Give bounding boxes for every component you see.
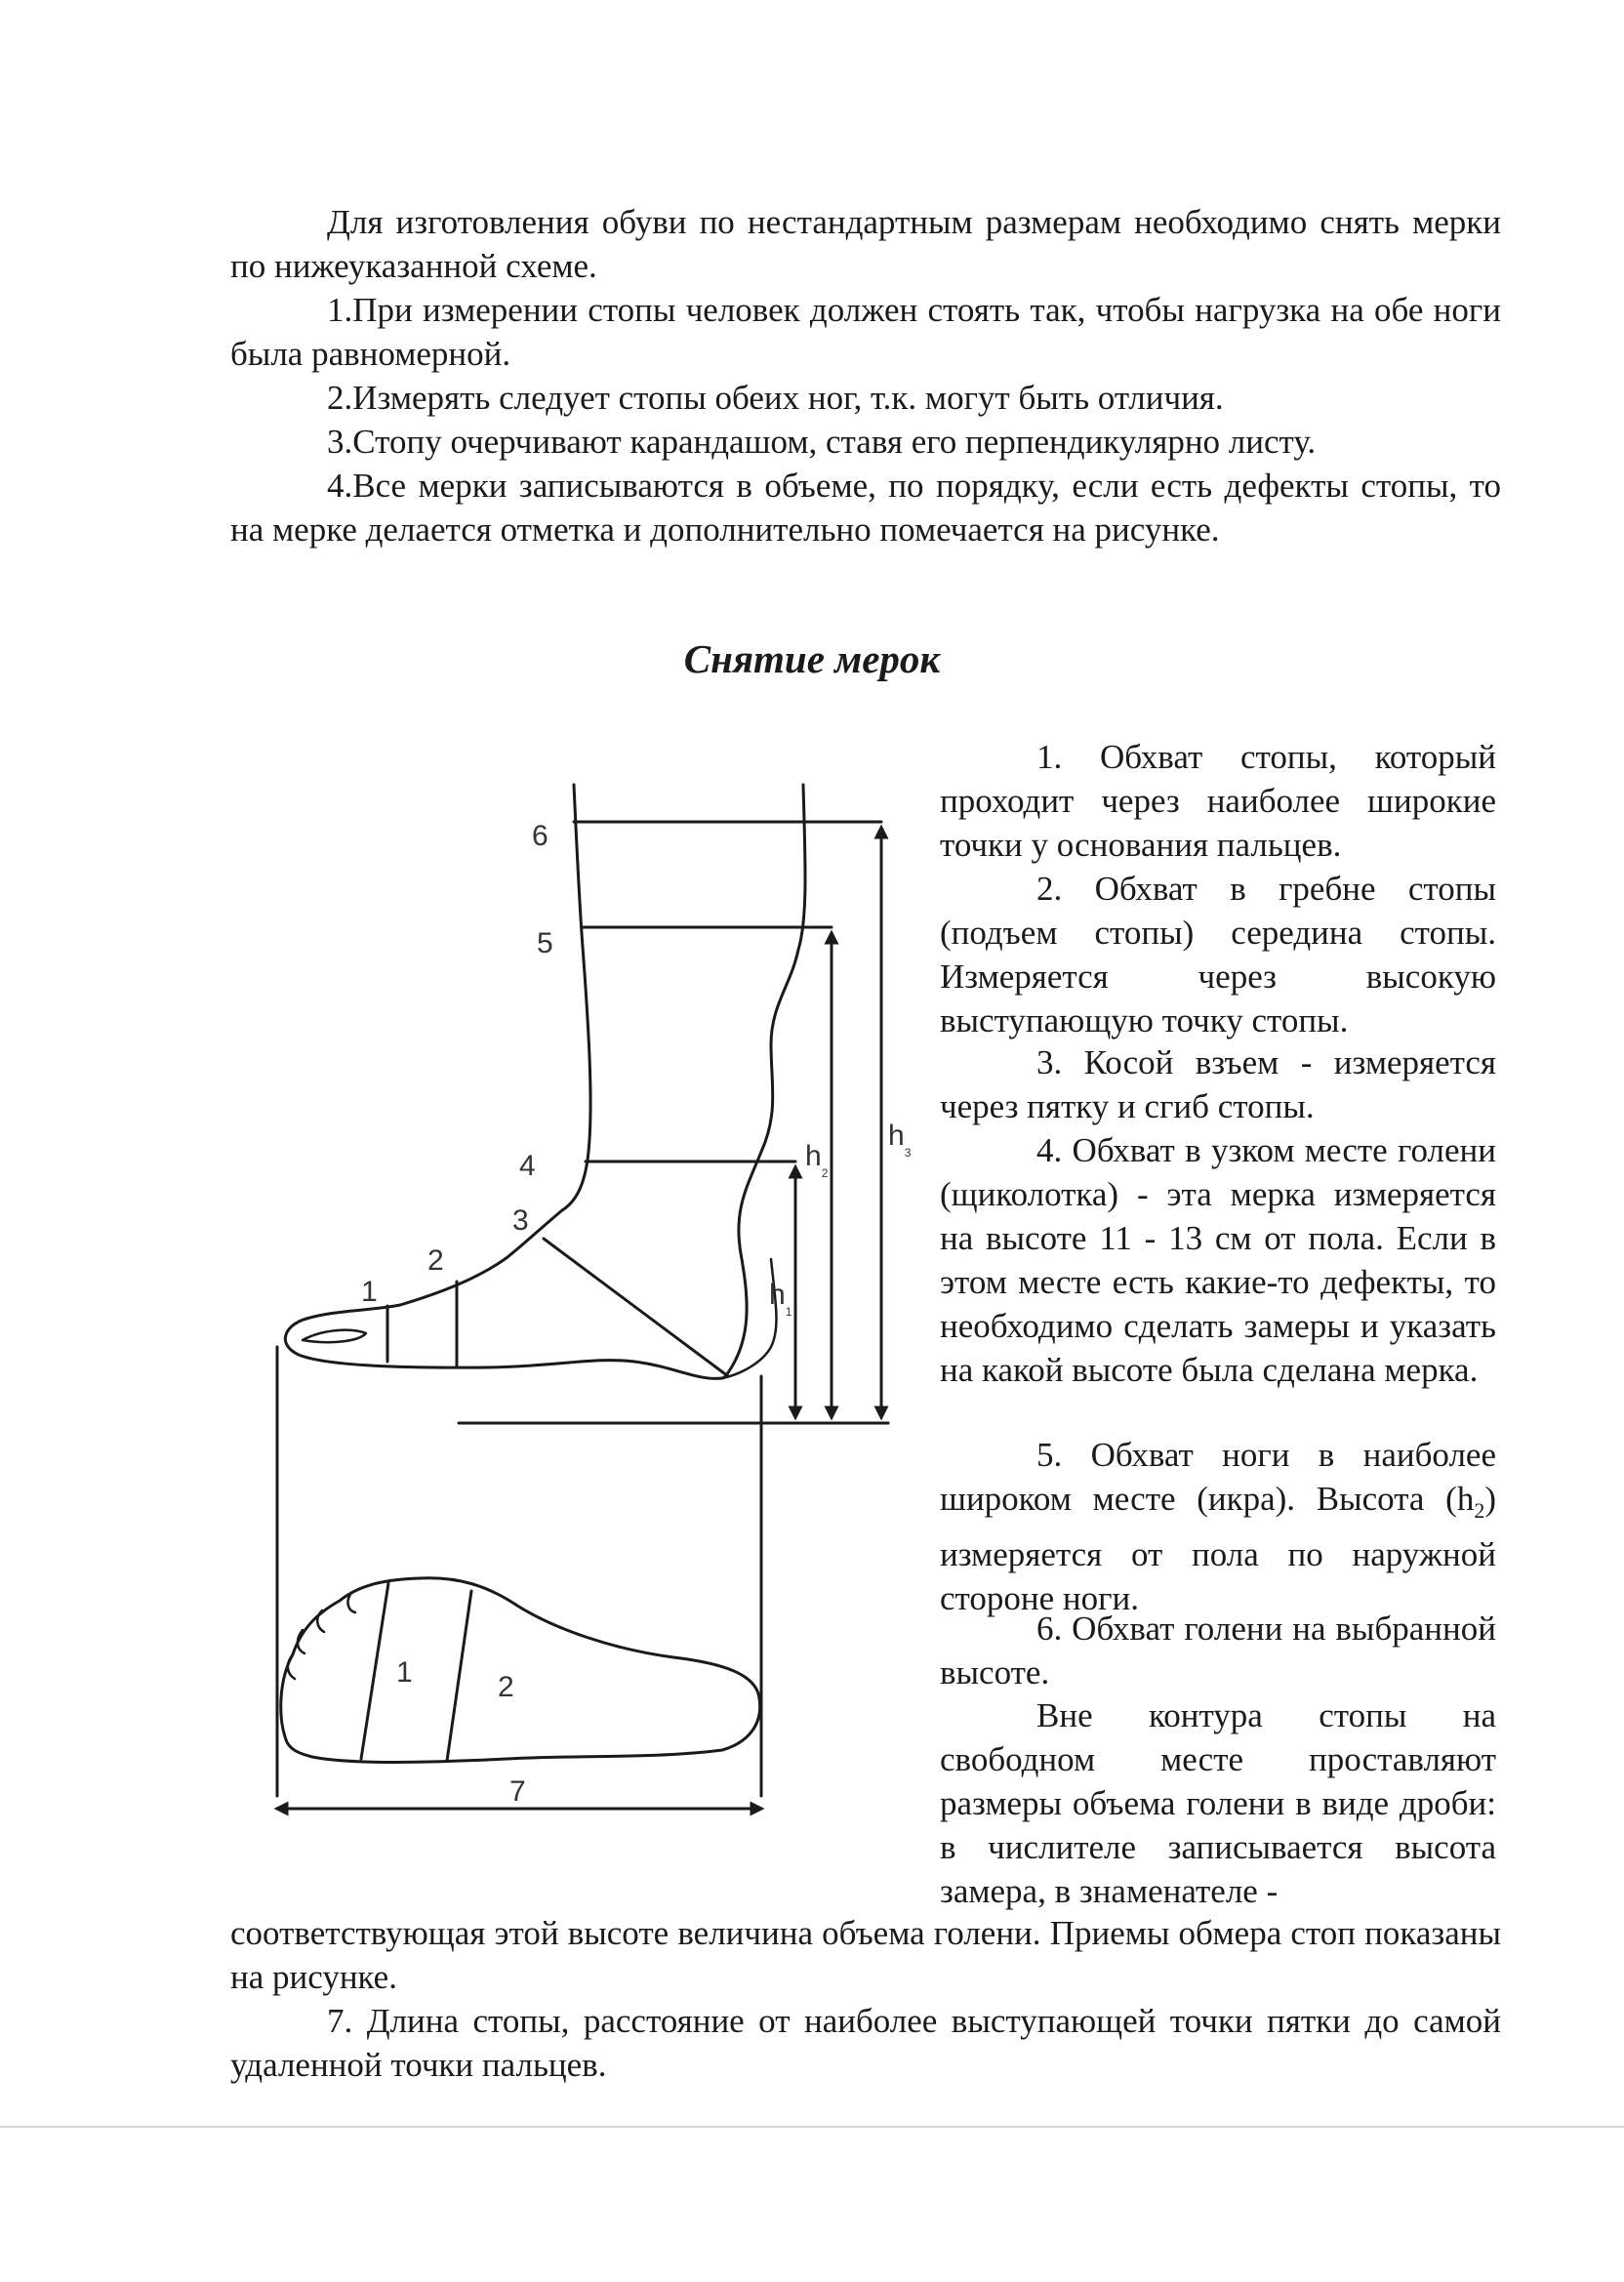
fraction-note-start: Вне контура стопы на свободном месте проставляют размеры объема голени в виде дроби: в числителе записывается высота замера, в знаменателе - bbox=[940, 1696, 1496, 1910]
measure-7: 7. Длина стопы, расстояние от наиболее выступающей точки пятки до самой удаленной точки пальцев. bbox=[230, 2002, 1501, 2084]
measure-5 bbox=[940, 1433, 1496, 1620]
section-title: Снятие мерок bbox=[683, 636, 941, 681]
label-3: 3 bbox=[512, 1204, 529, 1237]
measure-5-subscript: 2 bbox=[1474, 1498, 1485, 1523]
label-1: 1 bbox=[361, 1276, 378, 1308]
measure-5-text-a: 5. Обхват ноги в наиболее широком месте (икра). Высота (h bbox=[940, 1436, 1496, 1518]
sole-label-1: 1 bbox=[396, 1656, 413, 1689]
toe-scallops bbox=[288, 1593, 355, 1679]
measure-2: 2. Обхват в гребне стопы (подъем стопы) середина стопы. Измеряется через высокую выступающую точку стопы. bbox=[940, 870, 1496, 1039]
measure-1: 1. Обхват стопы, который проходит через наиболее широкие точки у основания пальцев. bbox=[940, 738, 1496, 864]
label-5: 5 bbox=[537, 927, 553, 959]
intro-rule-1: 1.При измерении стопы человек должен стоять так, чтобы нагрузка на обе ноги была равномерной. bbox=[230, 291, 1501, 373]
label-2: 2 bbox=[427, 1244, 444, 1277]
floor-line-left bbox=[303, 1368, 459, 1423]
fraction-note-end: соответствующая этой высоте величина объема голени. Приемы обмера стоп показаны на рисунке. bbox=[230, 1914, 1501, 1996]
measure-3: 3. Косой взъем - измеряется через пятку и сгиб стопы. bbox=[940, 1043, 1496, 1125]
intro-rule-3: 3.Стопу очерчивают карандашом, ставя его перпендикулярно листу. bbox=[327, 423, 1317, 461]
sole-label-2: 2 bbox=[498, 1671, 514, 1703]
label-h1: $h_1$ bbox=[769, 1279, 792, 1319]
label-h2: $h_2$ bbox=[805, 1140, 829, 1180]
intro-paragraph: Для изготовления обуви по нестандартным размерам необходимо снять мерки по нижеуказанной схеме. bbox=[230, 203, 1501, 285]
sole-line-2 bbox=[447, 1591, 471, 1761]
label-4: 4 bbox=[519, 1150, 536, 1182]
label-h3: $h_3$ bbox=[888, 1120, 912, 1160]
foot-measurement-diagram bbox=[264, 771, 927, 1854]
sole-outline bbox=[281, 1578, 760, 1763]
heel-curve bbox=[722, 1259, 776, 1378]
measure-5-text-b: ) измеряется от пола по наружной стороне ноги. bbox=[940, 1480, 1496, 1617]
label-6: 6 bbox=[532, 820, 548, 852]
intro-rule-4: 4.Все мерки записываются в объеме, по порядку, если есть дефекты стопы, то на мерке делается отметка и дополнительно помечается на рисунке. bbox=[230, 467, 1501, 549]
sole-line-1 bbox=[361, 1583, 388, 1759]
measure-4: 4. Обхват в узком месте голени (щиколотка) - эта мерка измеряется на высоте 11 - 13 см от пола. Если в этом месте есть какие-то дефекты, то необходимо сделать замеры и указать на какой высоте была сделана мерка. bbox=[940, 1131, 1496, 1389]
intro-rule-2: 2.Измерять следует стопы обеих ног, т.к. могут быть отличия. bbox=[327, 379, 1224, 417]
toe-nail bbox=[303, 1330, 366, 1343]
leg-outline-back bbox=[722, 785, 805, 1378]
length-label-7: 7 bbox=[509, 1775, 526, 1808]
page-bottom-rule bbox=[0, 2126, 1624, 2128]
leg-outline-front bbox=[285, 785, 722, 1378]
measure-6: 6. Обхват голени на выбранной высоте. bbox=[940, 1610, 1496, 1691]
measure-line-3 bbox=[544, 1239, 728, 1376]
